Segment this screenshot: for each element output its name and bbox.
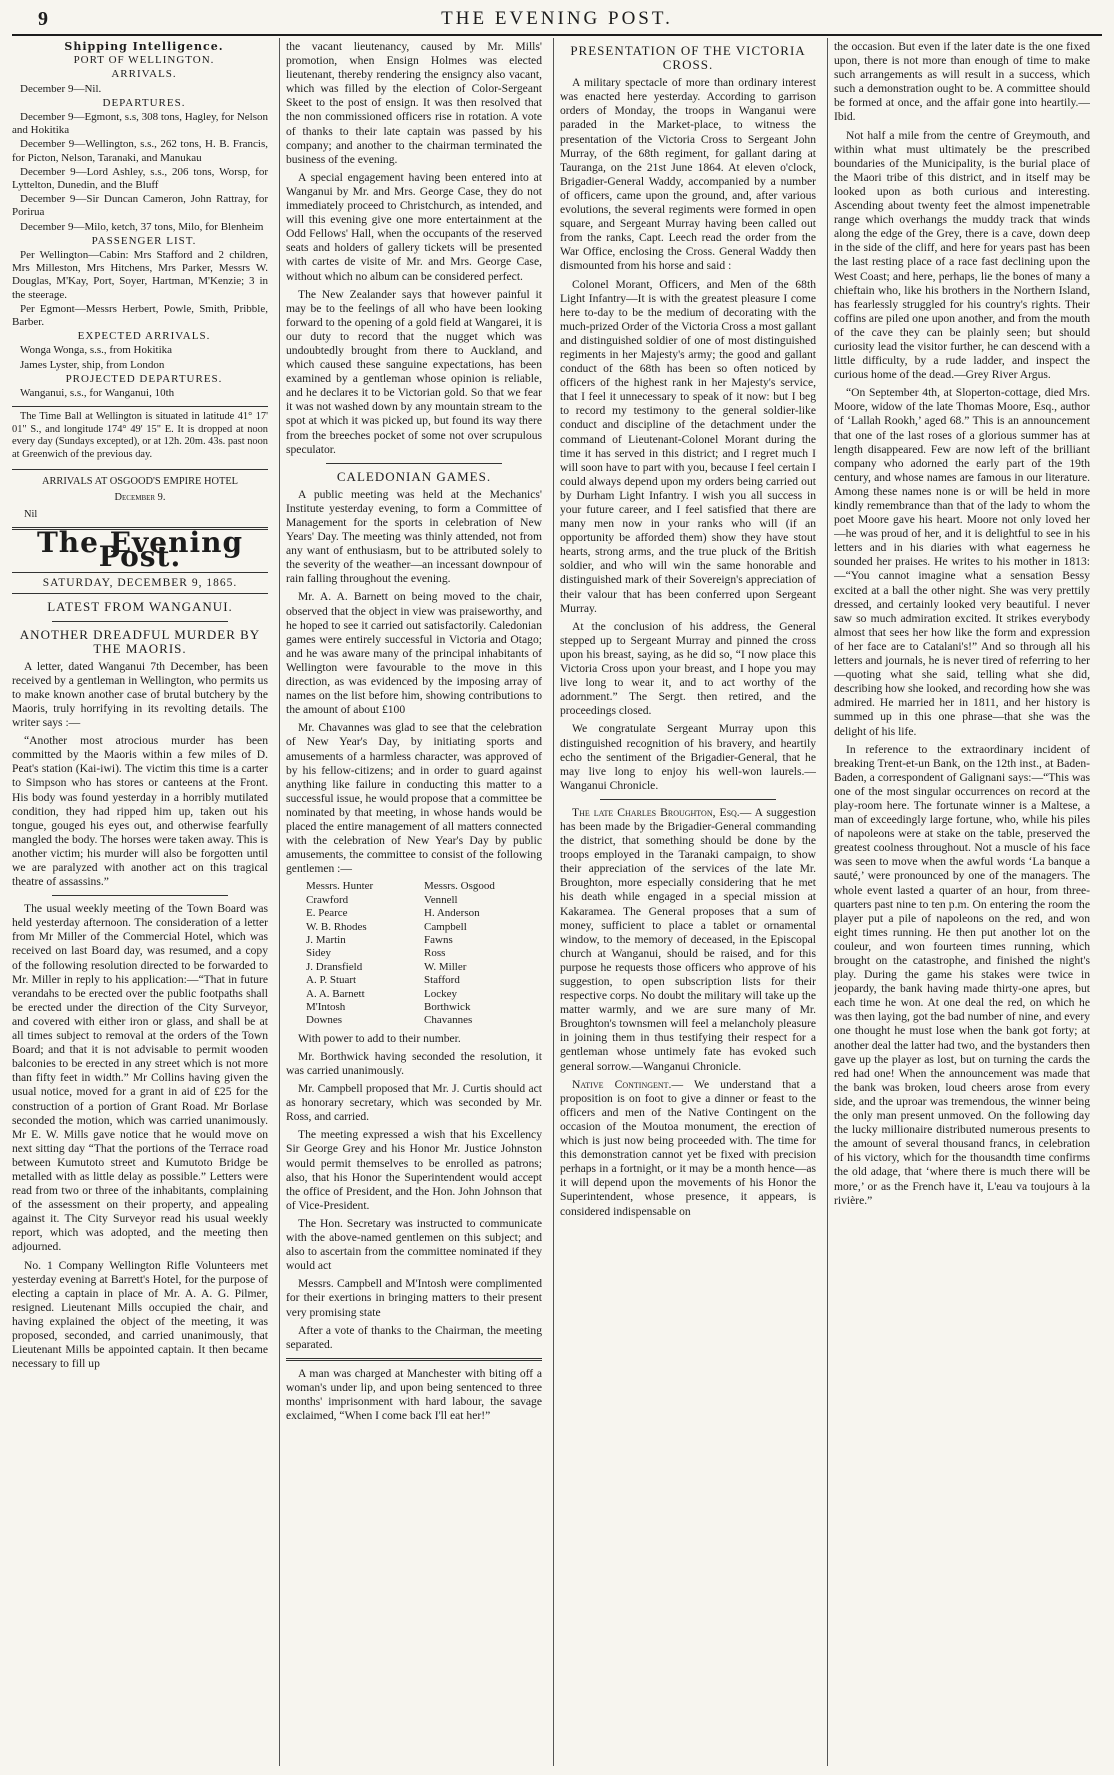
committee-name: Ross [424, 947, 446, 960]
divider [326, 463, 502, 464]
committee-name: Chavannes [424, 1014, 473, 1027]
divider [52, 895, 228, 896]
broughton-text: A suggestion has been made by the Brigadier-General commanding the district, that something should be done by the troops employed in the Taranaki campaign, to show their appreciation of the services of the late Mr. Broughton, more especially considering that he met his death while engaged in a special mission at Kakaramea. The General proposes that a sum of money, sufficient to place a tablet or ornamental window, to the memory of deceased, in the Episcopal church at Wanganui, should be raised, and for this purpose he requests those officers who approve of his suggestion, to open subscription lists for their respective corps. No doubt the military will take up the matter warmly, and we are sure many of Mr. Broughton's townsmen will feel a melancholy pleasure in joining them in thus testifying their respect for a gentleman whose untimely fate has evoked such general sorrow.—Wanganui Chronicle. [560, 805, 816, 1073]
committee-name: Stafford [424, 974, 460, 987]
column-1 [12, 40, 268, 1762]
divider [600, 799, 776, 800]
victoria-cross-heading: PRESENTATION OF THE VICTORIA CROSS. [570, 43, 806, 73]
port-heading: PORT OF WELLINGTON. [73, 54, 215, 67]
departure-entry: December 9—Wellington, s.s., 262 tons, H. B. Francis, for Picton, Nelson, Taranaki, and Manukau [12, 138, 268, 164]
victoria-cross-paragraph: Colonel Morant, Officers, and Men of the 68th Light Infantry—It is with the greatest pleasure I come here to-day to be the medium of decorating with the much-prized Order of the Victoria Cross a most gallant and distinguished soldier of one of most distinguished regiments in her Majesty's army; the good and gallant conduct of the 68th has been so often noticed by officers of the highest rank in her Majesty's service, that I feel it unnecessary to speak of it now: but I beg to record my testimony to the general soldier-like conduct and discipline of the detachment under the command of Lieutenant-Colonel Morant during the time it has served in this district; and I regret much I will soon have to part with you, because I feel certain I could always depend upon my orders being carried out by Durham Light Infantry. I wish you all success in your future career, and I feel satisfied that there are many men now in your ranks who will (if an opportunity be afforded them) show they have stout hearts, strong arms, and the true pluck of the British soldier, and who will win the same honorable and distinguished mark of their Sovereign's appreciation of their valour that has been conferred upon Sergeant Murray. [560, 277, 816, 615]
divider [52, 621, 228, 622]
native-contingent-text: We understand that a proposition is on foot to give a dinner or feast to the officers and men of the Native Contingent on the occasion of the Moutoa monument, the erection of which is just now being proceeded with. The time for this demonstration cannot yet be fixed with precision perhaps in a fortnight, or it may be a month hence—as it will depend upon the movements of his Honor the Superintendent, whose presence, it appears, is considered indispensable on [560, 1077, 816, 1218]
shipping-intelligence [12, 40, 268, 400]
caledonian-paragraph: A public meeting was held at the Mechanics' Institute yesterday evening, to form a Committee of Management for the sports in celebration of New Years' Day. The meeting was thinly attended, not from any want of enthusiasm, but to be attributed solely to the severity of the weather—an incessant downpour of rain falling throughout the evening. [286, 487, 542, 586]
committee-name: W. B. Rhodes [306, 920, 367, 933]
shipping-heading: Shipping Intelligence. [64, 40, 224, 53]
native-contingent-paragraph [560, 1078, 816, 1219]
broughton-lead: The late Charles Broughton, Esq.— [572, 805, 752, 819]
divider [286, 1358, 542, 1361]
committee-name: A. P. Stuart [306, 974, 357, 987]
departure-entry: December 9—Lord Ashley, s.s., 206 tons, Worsp, for Lyttelton, Dunedin, and the Bluff [12, 165, 268, 192]
column-rule [827, 38, 828, 1766]
paper-title: The Evening Post. [36, 526, 244, 574]
expected-entry: James Lyster, ship, from London [20, 358, 165, 371]
caledonian-paragraph: The meeting expressed a wish that his Excellency Sir George Grey and his Honor Mr. Justice Johnston would permit themselves to be enrolled as patrons; also, that his Honor the Superintendent would accept the office of President, and the Hon. John Johnson that of Vice-President. [286, 1128, 542, 1212]
column-2 [286, 40, 542, 1762]
case-paragraph: A special engagement having been entered into at Wanganui by Mr. and Mrs. George Case, they do not immediately proceed to Christchurch, as intended, and will this evening give one more entertainment at the Odd Fellows' Hall, when the occupants of the reserved seats and holders of gallery tickets will be presented with cartes de visite of Mr. and Mrs. George Case, without which no album can be considered perfect. [286, 170, 542, 283]
caledonian-paragraph: Mr. Chavannes was glad to see that the celebration of New Year's Day, by initiating sports and amusements of a harmless character, was approved of by his fellow-citizens; and in order to guard against anything like failure in conducting this matter to a successful issue, he would propose that a committee be nominated by that meeting, in whose hands would be placed the entire management of all matters connected with the celebration of New Year's Day by public amusements, the committee to consist of the following gentlemen :— [286, 721, 542, 876]
masthead-row [12, 6, 1102, 36]
rifle-volunteers-continued: the vacant lieutenancy, caused by Mr. Mills' promotion, when Ensign Holmes was elected lieutenant, thereby rendering the ensigncy also vacant, which was filled by the election of Color-Sergeant Skeet to the post of ensign. It was then resolved that the non commissioned officers rise in rotation. A vote of thanks to their late captain was passed by his company; and another to the chairman terminated the business of the evening. [286, 40, 542, 166]
article-paragraph: A letter, dated Wanganui 7th December, has been received by a gentleman in Wellington, who permits us to make known another case of brutal butchery by the Maoris, truly horrifying in its revolting details. The writer says :— [12, 659, 268, 730]
cave-paragraph: Not half a mile from the centre of Greymouth, and within what must ultimately be the prescribed boundaries of the Municipality, is the burial place of the Maori tribe of this district, and in itself may be looked upon as both curious and interesting. Ascending about twenty feet the almost impenetrable range which overhangs the muddy track that winds along the edge of the Grey, there is a cave, down deep in the side of the cliff, and here for years past has been the last resting place of a race fast declining upon the West Coast; and here, perhaps, lie the bones of many a chieftain who, like his brothers in the Northern Island, has fearlessly struggled for his country's rights. Their coffins are piled one upon another, and from the mouth of the cave they can be plainly seen; but should curiosity lead the visitor further, he can descend with a little difficulty, by a rude ladder, and inspect the curious home of the dead.—Grey River Argus. [834, 128, 1090, 382]
caledonian-heading: CALEDONIAN GAMES. [336, 468, 492, 484]
departures-label: DEPARTURES. [102, 96, 186, 109]
committee-name: Messrs. Hunter [306, 880, 374, 893]
departure-entry: December 9—Sir Duncan Cameron, John Rattray, for Porirua [12, 193, 268, 219]
moore-paragraph: “On September 4th, at Sloperton-cottage, died Mrs. Moore, widow of the late Thomas Moore, Esq., author of ‘Lallah Rookh,’ aged 68.” This is an announcement that one of the last roses of a glorious summer has at length disappeared. Few are now left of the brilliant company who adorned the early part of the 19th century, and whose names are famous in our literature. Among these names none is or will be held in more kindly remembrance than that of the lady to whom the poet Moore gave his heart. Moore not only loved her—he was proud of her, and it is delightful to see in his letters and in his diaries with what eagerness he sounded her praises. He writes to his mother in 1813: —“You cannot imagine what a sensation Bessy excited at a ball the other night. She was very prettily dressed, and certainly looked very beautiful. I never saw so much admiration excited. It strikes everybody almost that sees her how like the form and expression of her face are to Catalani's!” And so through all his letters and journals, he is never tired of referring to her—quoting what she said, telling what she did, describing how she looked, and recording how she was admired. He married her in 1811, and her history is summed up in this one phrase—that she was the delight of his life. [834, 386, 1090, 738]
article-paragraph: “Another most atrocious murder has been committed by the Maoris within a few miles of D. Peat's station (Kai-iwi). The victim this time is a carter to Simpson who has stores or canteens at the Front. His body was found yesterday in a horribly mutilated condition, they had ripped him up, taken out his tongue, gouged his eyes out, and otherwise fearfully mangled the body. The horses were taken away. This is another victim; his murder will also be forgotten until we are paralyzed with another act on this tragical theatre of assassins.” [12, 734, 268, 889]
caledonian-paragraph: Mr. Borthwick having seconded the resolution, it was carried unanimously. [286, 1049, 542, 1077]
projected-label: PROJECTED DEPARTURES. [65, 372, 223, 385]
gold-paragraph: The New Zealander says that however painful it may be to the feelings of all who have been looking forward to the opening of a gold field at Wangarei, it is our duty to record that the nugget which was undoubtedly brought from there to Auckland, and which caused these sanguine expectations, has been examined by a gentleman whose opinion is reliable, and he declares it to be Victorian gold. So that we fear it was not washed down by any mountain stream to the spot at which it was picked up, but found its way there from the breeches pocket of some not over scrupulous speculator. [286, 287, 542, 456]
committee-name: H. Anderson [424, 907, 480, 920]
committee-name: J. Dransfield [306, 960, 363, 973]
committee-name: J. Martin [306, 933, 346, 946]
committee-name: W. Miller [424, 960, 467, 973]
committee-name: Borthwick [424, 1001, 471, 1013]
victoria-cross-paragraph: A military spectacle of more than ordinary interest was enacted here yesterday. According to garrison orders of Monday, the troops in Wanganui were paraded in the Market-place, to witness the presentation of the Victoria Cross to Sergeant John Murray, of the 68th regiment, for gallant daring at Tauranga, on the 21st June 1864. At eleven o'clock, Brigadier-General Waddy, accompanied by a number of officers, came upon the ground, and, after various evolutions, the several regiments were formed in open square, and Sergeant Murray having been called out from the ranks, Capt. Leech read the order from the War Office, enclosing the Cross. General Waddy then dismounted from his horse and said : [560, 76, 816, 273]
arrivals-label: ARRIVALS. [111, 68, 177, 81]
victoria-cross-paragraph: At the conclusion of his address, the General stepped up to Sergeant Murray and pinned the cross upon his breast, saying, as he did so, “I now place this Victoria Cross upon your breast, and I hope you may live long to wear it, and to act worthy of the adornment.” The Sergt. then retired, and the proceedings closed. [560, 619, 816, 718]
column-4 [834, 40, 1090, 1762]
departure-entry: December 9—Milo, ketch, 37 tons, Milo, for Blenheim [20, 220, 264, 233]
committee-name: Messrs. Osgood [424, 880, 495, 893]
passenger-entry: Per Egmont—Messrs Herbert, Powle, Smith, Pribble, Barber. [12, 302, 268, 329]
arrivals-entry: December 9—Nil. [20, 82, 102, 95]
committee-name: Campbell [424, 920, 467, 933]
committee-name: Sidey [306, 947, 332, 960]
caledonian-paragraph: Mr. Campbell proposed that Mr. J. Curtis should act as honorary secretary, which was seconded by Mr. Ross, and carried. [286, 1082, 542, 1124]
osgood-heading: ARRIVALS AT OSGOOD'S EMPIRE HOTEL [41, 475, 239, 487]
projected-entry: Wanganui, s.s., for Wanganui, 10th [20, 387, 175, 400]
victoria-cross-paragraph: We congratulate Sergeant Murray upon this distinguished recognition of his bravery, and heartily echo the sentiment of the Brigadier-General, that he may live long to enjoy his well-won laurels.—Wanganui Chronicle. [560, 722, 816, 792]
column-rule [553, 38, 554, 1766]
osgood-value: Nil [24, 508, 38, 520]
passenger-entry: Per Wellington—Cabin: Mrs Stafford and 2 children, Mrs Milleston, Mrs Hitchens, Mrs Parker, Messrs W. Douglas, M'Kay, Port, Soyer, Hartman, M'Kenzie; 3 in the steerage. [12, 249, 268, 301]
broughton-paragraph [560, 806, 816, 1074]
caledonian-paragraph: Mr. A. A. Barnett on being moved to the chair, observed that the object in view was praiseworthy, and he hoped to see it carried out satisfactorily. Caledonian games were entirely successful in Victoria and Otago; and he was aware many of the principal inhabitants of Wellington were favourable to the move in this direction, as was evidenced by the imposing array of names on the list before him, showing contributions to the amount of about £100 [286, 590, 542, 717]
native-contingent-lead: Native Contingent.— [572, 1077, 684, 1091]
manchester-paragraph: A man was charged at Manchester with biting off a woman's under lip, and upon being sentenced to three months' imprisonment with hard labour, the savage exclaimed, “When I come back I'll eat her!” [286, 1366, 542, 1423]
caledonian-paragraph: With power to add to their number. [298, 1031, 461, 1045]
expected-label: EXPECTED ARRIVALS. [77, 330, 211, 343]
caledonian-paragraph: After a vote of thanks to the Chairman, the meeting separated. [286, 1323, 542, 1351]
committee-name: A. A. Barnett [306, 987, 365, 1000]
wanganui-heading: LATEST FROM WANGANUI. [47, 599, 233, 615]
masthead-title: THE EVENING POST. [441, 8, 673, 29]
passenger-label: PASSENGER LIST. [91, 234, 197, 247]
osgood-date: December 9. [114, 492, 166, 504]
column-rule [279, 38, 280, 1766]
committee-name: Fawns [424, 933, 453, 946]
departure-entry: December 9—Egmont, s.s, 308 tons, Hagley, for Nelson and Hokitika [12, 111, 268, 137]
committee-name: M'Intosh [306, 1001, 346, 1013]
committee-name: Lockey [424, 987, 457, 1000]
column-3 [560, 40, 816, 1762]
rifle-volunteers-paragraph: No. 1 Company Wellington Rifle Volunteers met yesterday evening at Barrett's Hotel, for the purpose of electing a captain in place of Mr. A. A. G. Pilmer, resigned. Lieutenant Mills occupied the chair, and having explained the object of the meeting, it was proposed, seconded, and carried unanimously, that Lieutenant Mills be appointed captain. It then became necessary to fill up [12, 1258, 268, 1371]
town-board-paragraph: The usual weekly meeting of the Town Board was held yesterday afternoon. The consideration of a letter from Mr Miller of the Commercial Hotel, which was received on last Board day, was resumed, and a copy of the following resolution directed to be forwarded to Mr. Miller in reply to his application:—“That in future verandahs to be erected over the public footpaths shall be erected under the direction of the City Surveyor, and covered with either iron or glass, and shall be at all times subject to removal at the orders of the Town Board; and that it is not advisable to permit wooden balconies to be erected in any street which is not more than fifty feet in width.” Mr Collins having given the usual notice, moved for a grant in aid of £25 for the construction of a portion of Grant Road. Mr Borlase seconded the motion, which was carried unanimously. Mr E. W. Mills gave notice that he would move on next sitting day “That the portions of the Terrace road between Kumutoto street and Kumutoto Bridge be metalled with as little delay as possible.” Letters were read from two or three of the inhabitants, complaining of the assessment on their property, and appealing against it. The City Surveyor read his usual weekly report, which was adopted, and the meeting then adjourned. [12, 902, 268, 1254]
page-mark: 9 [38, 8, 48, 30]
bank-paragraph: In reference to the extraordinary incident of breaking Trent-et-un Bank, on the 12th inst., at Baden-Baden, a correspondent of Galignani says:—“This was one of the most singular occurrences on record at the play-room here. The fortunate winner is a Maltese, a man of exceedingly large fortune, who, while his piles of napoleons were at stake on the table, preserved the greatest coolness throughout. Not a muscle of his face was seen to move when the awful words ‘La banque a sauté,’ were pronounced by one of the managers. The whole event lasted a quarter of an hour, from three-quarters past nine to ten p.m. On entering the room the player put a pile of napoleons on the red, and won eight times running. He then put another lot on the couleur, and won fourteen times running, which brought on the catastrophe, and finished the night's play. During the game his stakes were twice in jeopardy, the bank having made thirty-one apres, but each time he won. At one deal the red, on which he was then laying, got the bad number of nine, and every one thought he must lose when the bank got forty; at another deal the latter had two, and the bystanders then gave up the player as lost, but on turning the cards the red had one! When the announcement was made that the bank was broken, loud cheers arose from every side, and the uproar was tremendous, the winner being the only man present unmoved. On the following day the lucky millionaire distributed numerous presents to the amount of several thousand francs, in celebration of his victory, which for the thousandth time confirms the old adage, that ‘where there is much there will be more,’ or as the French have it, L'eau va toujours à la rivière.” [834, 742, 1090, 1207]
expected-entry: Wonga Wonga, s.s., from Hokitika [20, 344, 173, 357]
masthead-rule [12, 34, 1102, 36]
committee-name: Vennell [424, 893, 458, 906]
caledonian-paragraph: The Hon. Secretary was instructed to communicate with the above-named gentlemen on this subject; and also to ascertain from the committee nominated if they would act [286, 1216, 542, 1273]
committee-name: E. Pearce [306, 907, 348, 920]
committee-names [286, 880, 542, 1027]
native-contingent-continued: the occasion. But even if the later date is the one fixed upon, there is not more than enough of time to make such arrangements as will result in a success, which such a demonstration ought to be. A committee should be formed at once, and the affair gone into heartily.—Ibid. [834, 40, 1090, 124]
murder-heading: ANOTHER DREADFUL MURDER BY THE MAORIS. [19, 626, 261, 656]
dateline: SATURDAY, DECEMBER 9, 1865. [12, 572, 268, 594]
time-ball-notice [12, 406, 268, 470]
committee-name: Downes [306, 1014, 343, 1027]
time-ball-text: The Time Ball at Wellington is situated in latitude 41° 17' 01" S., and longitude 174° 49' 15" E. It is dropped at noon every day (Sundays excepted), or at 12h. 20m. 43s. past noon at Greenwich of the previous day. [12, 411, 268, 460]
committee-name: Crawford [306, 893, 349, 906]
caledonian-paragraph: Messrs. Campbell and M'Intosh were complimented for their exertions in bringing matters to their present very promising state [286, 1277, 542, 1319]
